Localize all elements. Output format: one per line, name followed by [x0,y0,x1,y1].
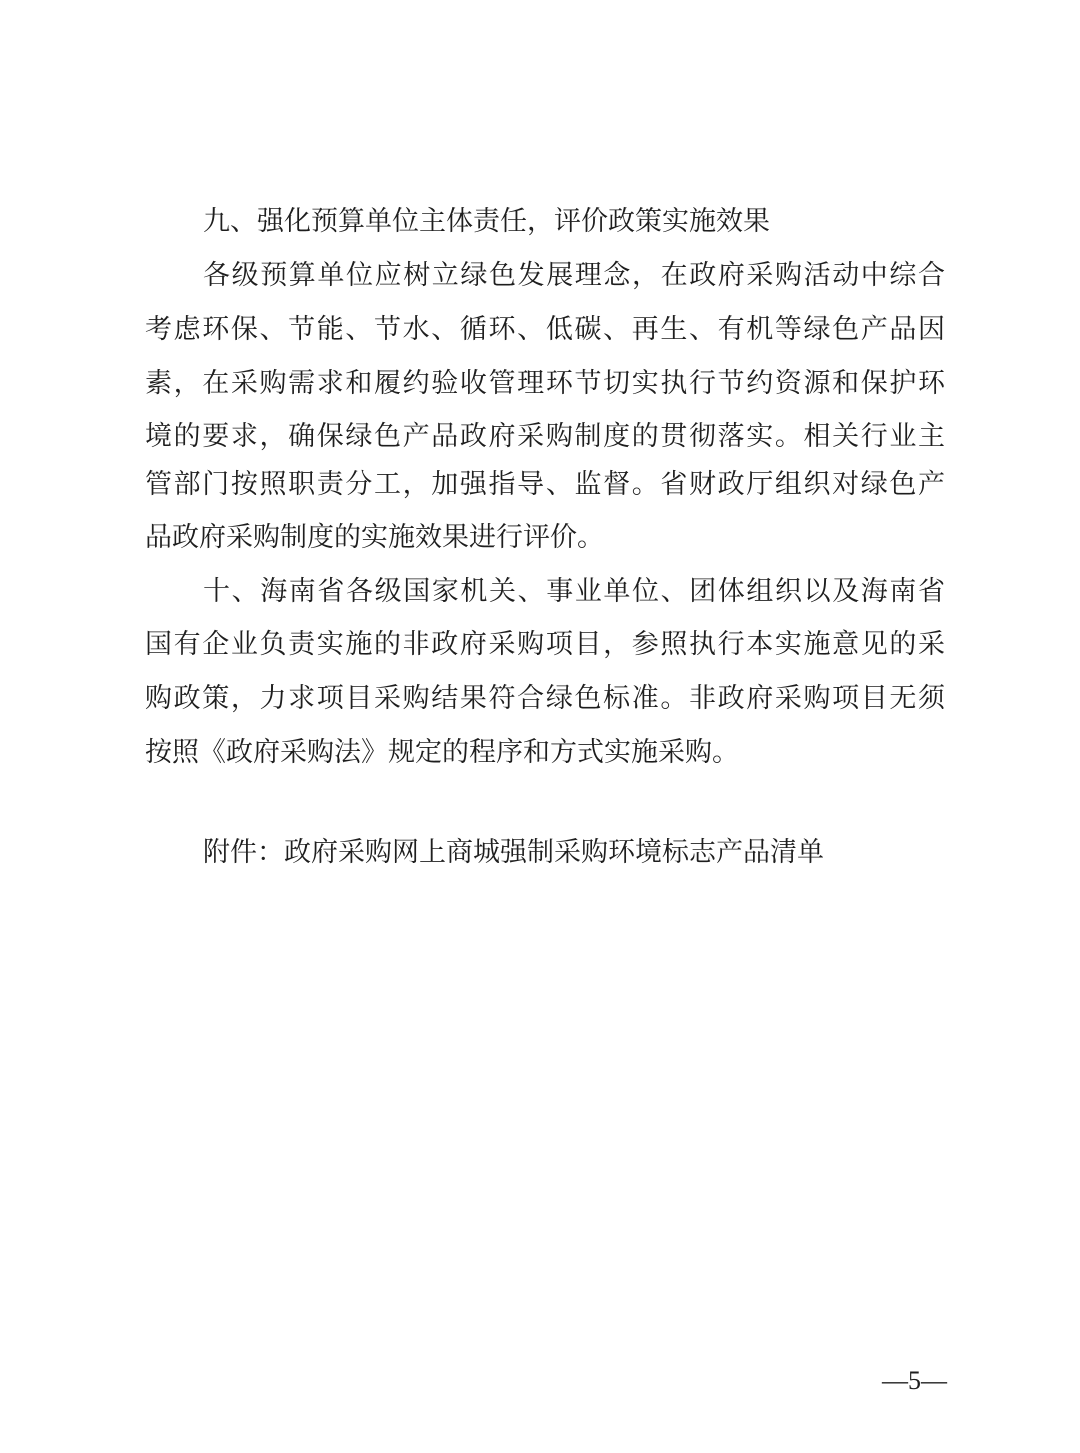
attachment-line: 附件：政府采购网上商城强制采购环境标志产品清单 [203,837,824,868]
section-9-paragraph-line: 品政府采购制度的实施效果进行评价。 [145,522,604,553]
section-9-paragraph-line: 考虑环保、节能、节水、循环、低碳、再生、有机等绿色产品因 [145,314,945,345]
section-9-paragraph-line: 管部门按照职责分工，加强指导、监督。省财政厅组织对绿色产 [145,469,945,500]
section-10-paragraph-line: 购政策，力求项目采购结果符合绿色标准。非政府采购项目无须 [145,683,945,714]
section-9-heading: 九、强化预算单位主体责任，评价政策实施效果 [203,206,770,237]
section-9-paragraph-line: 各级预算单位应树立绿色发展理念，在政府采购活动中综合 [203,260,945,291]
section-9-paragraph-line: 素，在采购需求和履约验收管理环节切实执行节约资源和保护环 [145,368,945,399]
section-10-paragraph-line: 按照《政府采购法》规定的程序和方式实施采购。 [145,737,739,768]
section-9-paragraph-line: 境的要求，确保绿色产品政府采购制度的贯彻落实。相关行业主 [145,421,945,452]
section-10-paragraph-line: 十、海南省各级国家机关、事业单位、团体组织以及海南省 [203,576,945,607]
page-number: —5— [882,1366,947,1395]
section-10-paragraph-line: 国有企业负责实施的非政府采购项目，参照执行本实施意见的采 [145,629,945,660]
